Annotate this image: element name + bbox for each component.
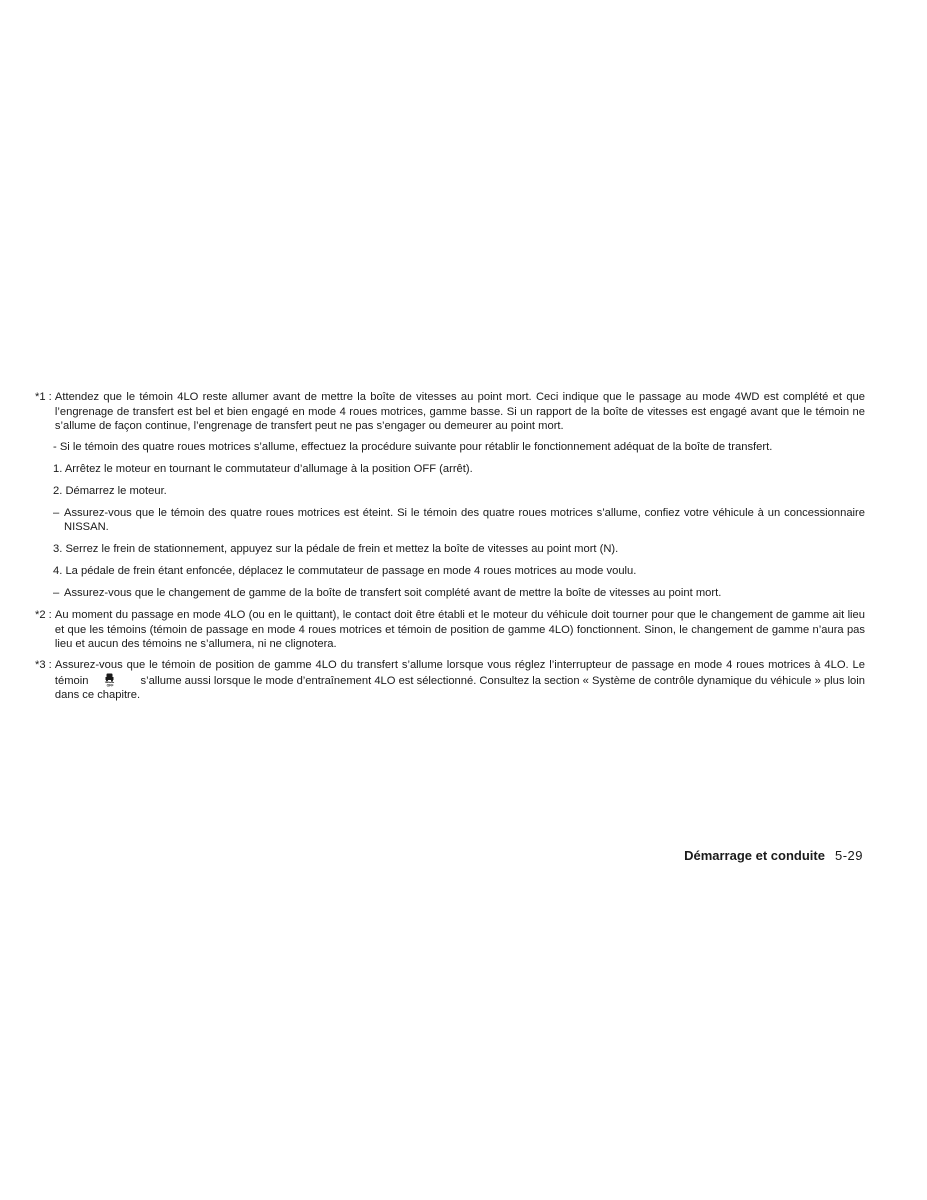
note-2 (35, 608, 865, 652)
note-1-dash-1-text: Assurez-vous que le témoin des quatre roues motrices est éteint. Si le témoin des quatre roues motrices s’allume, confiez votre véhicule à un concessionnaire NISSAN. (64, 506, 865, 534)
note-1-dash-2-text: Assurez-vous que le changement de gamme de la boîte de transfert soit complété avant de mettre la boîte de vitesses au point mort. (64, 587, 722, 600)
dash-mark: – (53, 506, 60, 519)
note-1-marker: *1 : (35, 391, 55, 403)
vehicle-dynamic-control-off-icon (103, 673, 117, 687)
note-1-dash-1 (35, 506, 865, 535)
note-3-marker: *3 : (35, 659, 55, 672)
dash-mark: – (53, 587, 60, 600)
note-1-step-3: 3. Serrez le frein de stationnement, appuyez sur la pédale de frein et mettez la boîte de vitesses au point mort (N). (53, 543, 619, 556)
note-3-text-before-icon: Assurez-vous que le témoin de position de gamme 4LO du transfert s’allume lorsque vous réglez l’interrupteur de passage en mode 4 roues motrices à 4LO. Le témoin (54, 659, 865, 687)
note-2-marker: *2 : (35, 609, 55, 622)
note-3-text (55, 658, 865, 703)
icon-off-label: OFF (106, 683, 113, 687)
page-number: 5-29 (834, 848, 863, 863)
note-3 (35, 658, 865, 703)
page-footer (684, 848, 863, 863)
footnotes (35, 390, 865, 709)
note-3-text-after-icon: s’allume aussi lorsque le mode d’entraînement 4LO est sélectionné. Consultez la section « Système de contrôle dynamique du véhicule » plus loin dans ce chapitre. (54, 674, 865, 702)
note-1-sub-intro: - Si le témoin des quatre roues motrices s’allume, effectuez la procédure suivante pour rétablir le fonctionnement adéquat de la boîte de transfert. (53, 440, 773, 453)
note-1-step-1: 1. Arrêtez le moteur en tournant le commutateur d’allumage à la position OFF (arrêt). (53, 462, 473, 475)
note-1-step-2: 2. Démarrez le moteur. (53, 484, 167, 497)
note-1-step-4: 4. La pédale de frein étant enfoncée, déplacez le commutateur de passage en mode 4 roues motrices au mode voulu. (53, 565, 637, 578)
section-title: Démarrage et conduite (684, 848, 825, 863)
note-1-text: Attendez que le témoin 4LO reste allumer avant de mettre la boîte de vitesses au point mort. Ceci indique que le passage au mode 4WD est complété et que l’engrenage de transfert est bel et bien engagé en mode 4 roues motrices, gamme basse. Si un rapport de la boîte de vitesses est engagé avant que le témoin ne s’allume de façon continue, l’engrenage de transfert peut ne pas s’engager ou demeurer au point mort. (54, 391, 865, 433)
note-1-dash-2 (35, 586, 865, 601)
note-2-text: Au moment du passage en mode 4LO (ou en le quittant), le contact doit être établi et le moteur du véhicule doit tourner pour que le changement de gamme ait lieu et que les témoins (témoin de passage en mode 4 roues motrices et témoin de position de gamme 4LO) fonctionnent. Sinon, le changement de gamme n’aura pas lieu et aucun des témoins ne s’allumera, ni ne clignotera. (54, 609, 865, 651)
note-1 (35, 390, 865, 434)
